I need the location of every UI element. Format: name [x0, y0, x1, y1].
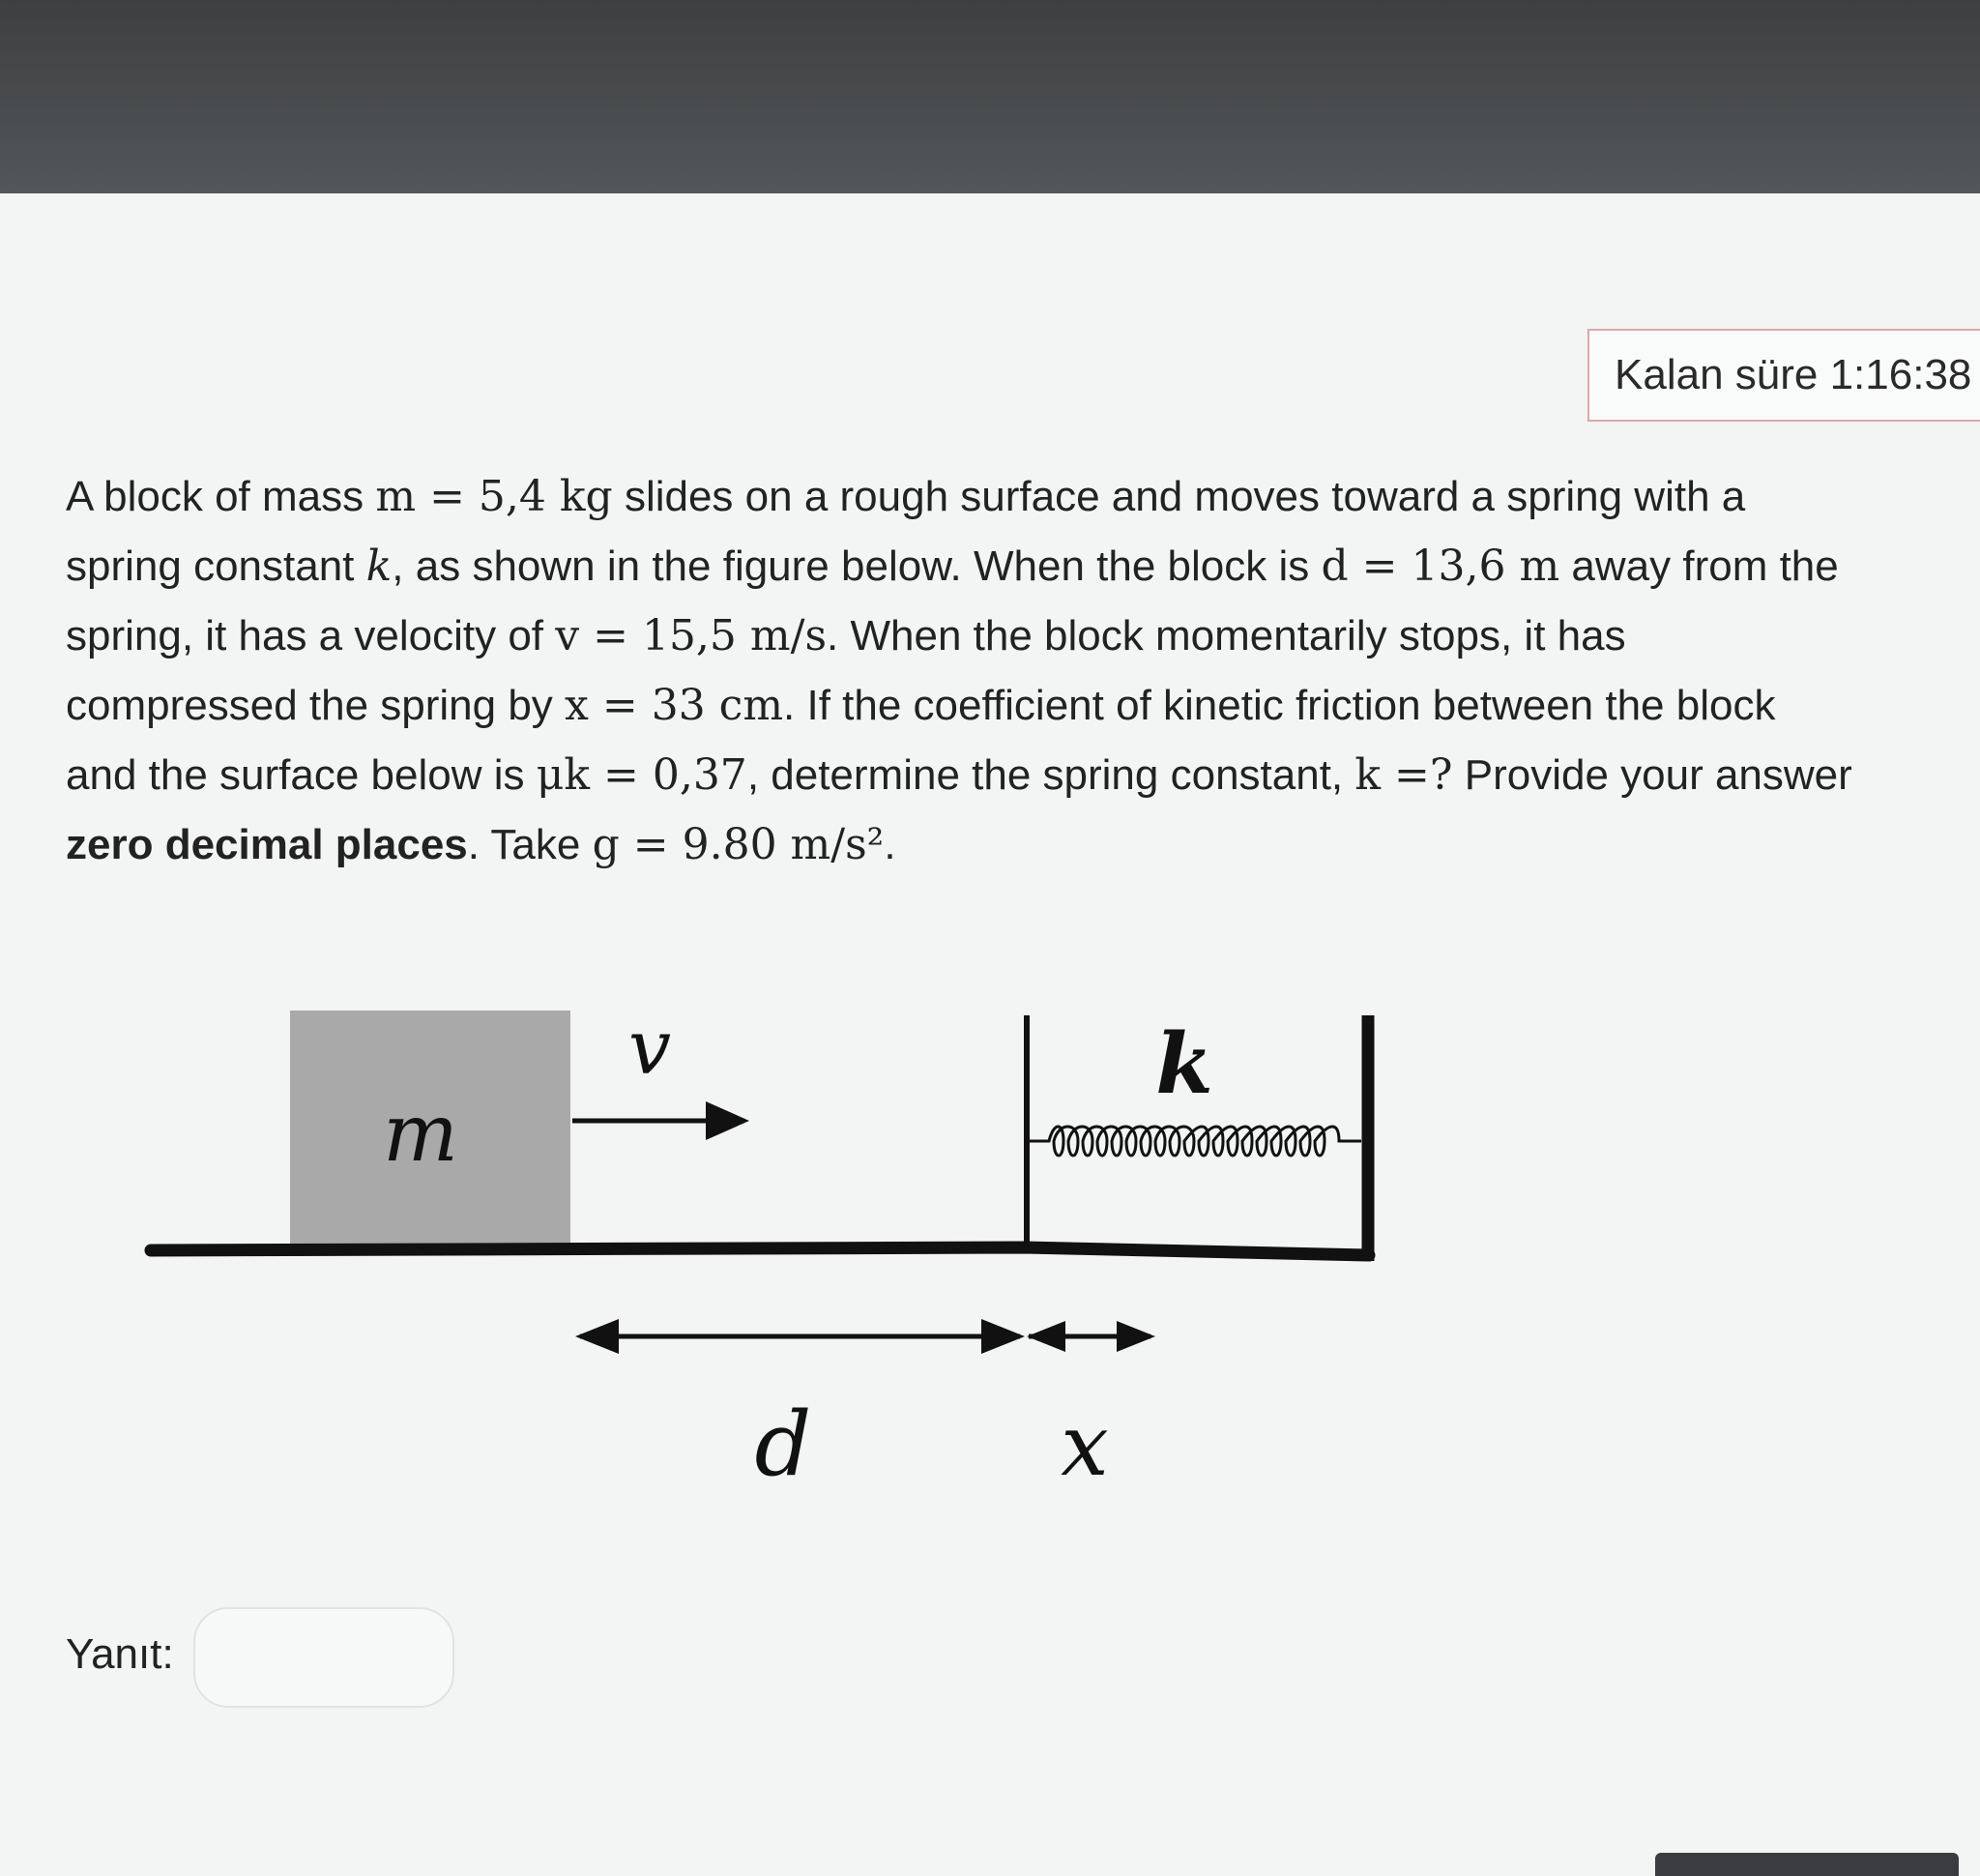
question-line-4 — [66, 671, 1922, 741]
compression-label: x — [1061, 1395, 1109, 1489]
next-page-button[interactable] — [1655, 1853, 1959, 1876]
answer-label: Yanıt: — [66, 1630, 174, 1678]
question-text — [66, 462, 1922, 880]
answer-input[interactable] — [193, 1607, 454, 1708]
math-compression: x = 33 cm — [565, 681, 784, 730]
spring-coil — [1029, 1127, 1361, 1156]
math-mass: m = 5,4 kg — [375, 472, 613, 521]
question-line-1 — [66, 462, 1922, 532]
remaining-time-label: Kalan süre 1:16:38 — [1615, 351, 1972, 398]
question-text-segment: Provide your answer — [1452, 751, 1852, 799]
compression-arrow-left-head — [1027, 1321, 1065, 1352]
rough-surface — [151, 1247, 1369, 1255]
math-k: k — [365, 542, 393, 591]
question-text-segment: and the surface below is — [66, 751, 537, 799]
spring-constant-label: k — [1155, 1015, 1213, 1113]
question-text-segment: , determine the spring constant, — [746, 751, 1355, 799]
browser-top-bar — [0, 0, 1980, 208]
question-text-segment: spring, it has a velocity of — [66, 612, 556, 660]
question-text-segment: . When the block momentarily stops, it has — [827, 612, 1626, 660]
question-text-segment: compressed the spring by — [66, 682, 566, 729]
distance-arrow-right-head — [981, 1319, 1025, 1354]
question-text-segment: . Take — [467, 821, 593, 868]
question-text-segment: . — [884, 821, 896, 868]
distance-label: d — [754, 1392, 812, 1489]
mass-label: m — [383, 1088, 458, 1180]
question-emphasis: zero decimal places — [66, 821, 468, 868]
question-line-3 — [66, 601, 1922, 671]
velocity-label: v — [627, 1005, 672, 1092]
math-distance: d = 13,6 m — [1321, 542, 1560, 591]
math-friction: μk = 0,37 — [536, 750, 747, 800]
question-text-segment: away from the — [1559, 542, 1839, 590]
question-text-segment: spring constant — [66, 542, 366, 590]
math-gravity: g = 9.80 m/s² — [592, 820, 885, 869]
question-text-segment: , as shown in the figure below. When the block is — [392, 542, 1322, 590]
question-text-segment: A block of mass — [66, 473, 376, 520]
block-spring-figure — [135, 986, 1412, 1489]
question-line-5 — [66, 741, 1922, 810]
compression-arrow-right-head — [1117, 1321, 1155, 1352]
math-k-unknown: k =? — [1354, 750, 1453, 800]
question-text-segment: . If the coefficient of kinetic friction between the block — [783, 682, 1776, 729]
question-line-6 — [66, 810, 1922, 880]
question-line-2 — [66, 532, 1922, 601]
math-velocity: v = 15,5 m/s — [555, 611, 828, 660]
question-text-segment: slides on a rough surface and moves toward a spring with a — [612, 473, 1746, 520]
remaining-time-box — [1587, 329, 1980, 422]
distance-arrow-left-head — [575, 1319, 619, 1354]
